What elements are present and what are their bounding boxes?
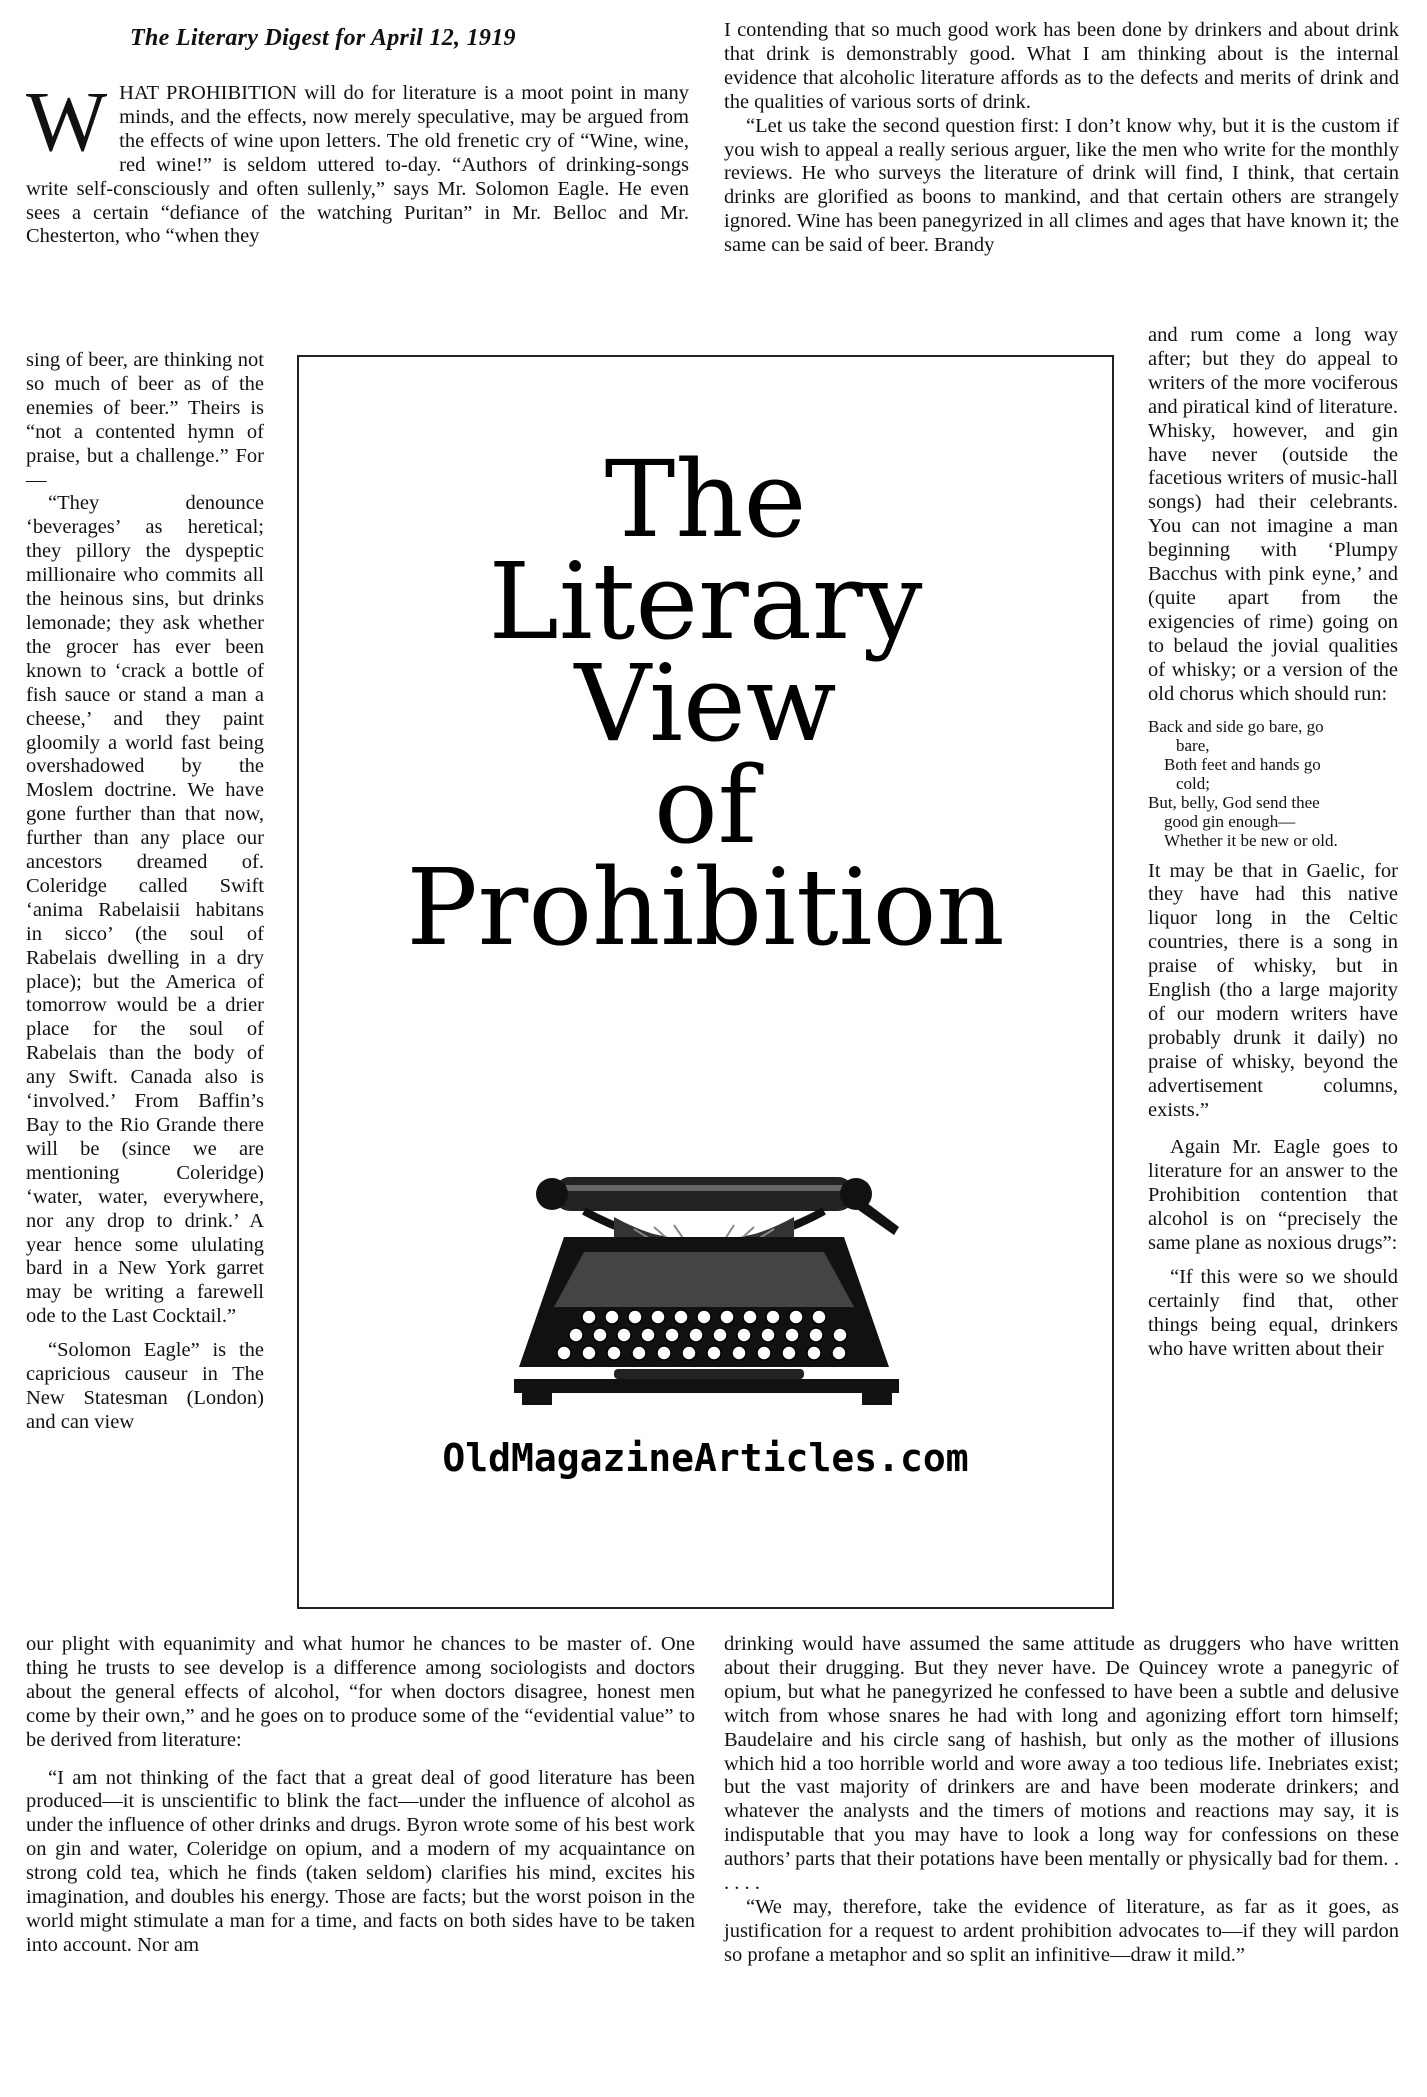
paragraph-solomon-eagle: “Solomon Eagle” is the capricious causeur in The New Statesman (London) and can view — [26, 1339, 264, 1433]
verse-line: good gin enough— — [1164, 811, 1296, 831]
column-2-bottom — [724, 1633, 1399, 1968]
quote-if-this-were-so: “If this were so we should certainly find that, other things being equal, drinkers who have written about their — [1148, 1266, 1398, 1360]
verse-line: cold; — [1176, 773, 1210, 793]
paragraph-again-eagle: Again Mr. Eagle goes to literature for an answer to the Prohibition contention that alcohol is on “precisely the same plane as noxious drugs”: — [1148, 1136, 1398, 1255]
quote-we-may-therefore: “We may, therefore, take the evidence of literature, as far as it goes, as justification for a request to ardent prohibition advocates to—if they will pardon so profane a metaphor and so split an infinitive—draw it mild.” — [724, 1895, 1399, 1966]
ad-title-line: Prohibition — [406, 846, 1005, 969]
drop-cap: W — [26, 73, 108, 169]
paragraph-beer: sing of beer, are thinking not so much of beer as of the enemies of beer.” Theirs is “not a contented hymn of praise, but a challenge.” For— — [26, 349, 264, 491]
page-header: The Literary Digest for April 12, 1919 — [130, 25, 516, 51]
verse-line: Both feet and hands go — [1164, 754, 1321, 774]
verse-line: bare, — [1176, 735, 1210, 755]
column-1-top — [26, 73, 689, 249]
paragraph-drinking: drinking would have assumed the same attitude as druggers who have written about their drugging. But they never have. De Quincey wrote a panegyric of opium, but what he panegyrized he confessed to have been a subtle and delusive witch from whose snares he had with long and agonizing effort torn himself; Baudelaire and his circle sang of hashish, but only as the mother of illusions which hid a too horrible world and wore away a too tedious life. Inebriates exist; but the vast majority of drinkers are and have been moderate drinkers; and whatever the analysts and the timers of motions and reactions may say, it is indisputable that you may have to look a long way for confessions on these authors’ parts that their potations have been mentally or physically bad for them. . . . . . — [724, 1633, 1399, 1895]
typewriter-icon — [494, 1157, 924, 1417]
advertisement-box — [297, 355, 1114, 1609]
verse-line: Whether it be new or old. — [1164, 830, 1338, 850]
column-1-narrow — [26, 349, 264, 1435]
ad-title-line: View — [574, 642, 837, 765]
paragraph-brandy-rum: and rum come a long way after; but they do appeal to writers of the more vociferous and piratical kind of literature. Whisky, however, and gin have never (outside the facetious writers of music-hall songs) had their celebrants. You can not imagine a man beginning with ‘Plumpy Bacchus with pink eyne,’ and (quite apart from the exigencies of rime) going on to belaud the jovial qualities of whisky; or a version of the old chorus which should run: — [1148, 324, 1398, 705]
paragraph-equanimity: our plight with equanimity and what humor he chances to be master of. One thing he trusts to see develop is a difference among sociologists and doctors about the general effects of alcohol, “for when doctors disagree, honest men come by their own,” and he goes on to produce some of the “evidential value” to be derived from literature: — [26, 1633, 695, 1751]
paragraph-contending: I contending that so much good work has been done by drinkers and about drink that drink is demonstrably good. What I am thinking about is the internal evidence that alcoholic literature affords as to the defects and merits of drink and the qualities of various sorts of drink. — [724, 19, 1399, 113]
paragraph-gaelic: It may be that in Gaelic, for they have had this native liquor long in the Celtic countries, there is a song in praise of whisky, but in English (tho a large majority of our modern writers have probably drunk it daily) no praise of whisky, beyond the advertisement columns, exists.” — [1148, 859, 1398, 1121]
ad-website: OldMagazineArticles.com — [442, 1436, 969, 1480]
verse-line: But, belly, God send thee — [1148, 792, 1320, 812]
column-1-bottom — [26, 1633, 695, 1958]
quote-second-question: “Let us take the second question first: I don’t know why, but it is the custom if you wish to appeal a really serious arguer, like the men who write for the monthly reviews. He who surveys the literature of drink will find, I think, that certain drinks are glorified as boons to mankind, and that certain others are strangely ignored. Wine has been panegyrized in all climes and ages that have known it; the same can be said of beer. Brandy — [724, 114, 1399, 257]
ad-title-line: Literary — [488, 540, 923, 663]
ad-title — [299, 438, 1112, 969]
verse-line: Back and side go bare, go — [1148, 716, 1324, 736]
quote-beverages: “They denounce ‘beverages’ as heretical; they pillory the dyspeptic millionaire who commits all the heinous sins, but drinks lemonade; they ask whether the grocer has ever been known to ‘crack a bottle of fish sauce or stand a man a cheese,’ and they paint gloomily a world fast being overshadowed by the Moslem doctrine. We have gone further than that now, further than any place our ancestors dreamed of. Coleridge called Swift ‘anima Rabelaisii habitans in sicco’ (the soul of Rabelais dwelling in a dry place); but the America of tomorrow would be a drier place for the soul of Rabelais than the body of any Swift. Canada also is ‘involved.’ From Baffin’s Bay to the Rio Grande there will be (since we are mentioning Coleridge) ‘water, water, everywhere, nor any drop to drink.’ A year hence some ululating bard in a New York garret may be writing a farewell ode to the Last Cocktail.” — [26, 492, 264, 1328]
verse-block — [1148, 717, 1398, 850]
column-2-narrow — [1148, 324, 1398, 1362]
intro-paragraph: HAT PROHIBITION will do for literature is a moot point in many minds, and the effects, now merely speculative, may be argued from the effects of wine upon letters. The old frenetic cry of “Wine, wine, red wine!” is seldom uttered to-day. “Authors of drinking-songs write self-consciously and often sullenly,” says Mr. Solomon Eagle. He even sees a certain “defiance of the watching Puritan” in Mr. Belloc and Mr. Chesterton, who “when they — [26, 82, 689, 248]
quote-good-literature: “I am not thinking of the fact that a great deal of good literature has been produced—it is unscientific to blink the fact—under the influence of alcohol as under the influence of other drinks and drugs. Byron wrote some of his best work on gin and water, Coleridge on opium, and a modern of my acquaintance on strong cold tea, which he finds (taken seldom) clarifies his mind, excites his imagination, and doubles his energy. Those are facts; but the worst poison in the world might stimulate a man for a time, and facts on both sides have to be taken into account. Nor am — [26, 1766, 695, 1956]
ad-title-line: of — [653, 744, 758, 867]
ad-title-line: The — [604, 438, 807, 561]
column-2-top — [724, 19, 1399, 258]
